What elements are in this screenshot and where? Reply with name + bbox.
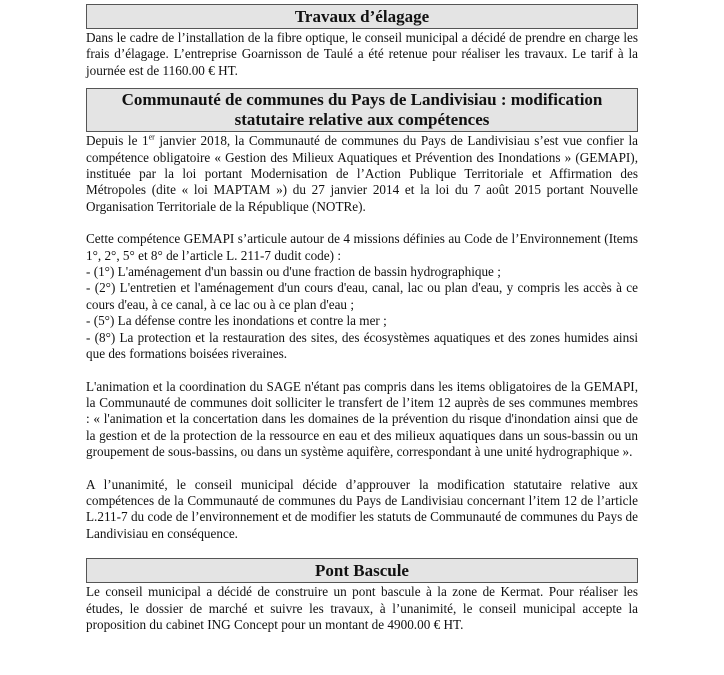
list-item: - (1°) L'aménagement d'un bassin ou d'une fraction de bassin hydrographique ; [86, 264, 501, 280]
section-title-pont-bascule [86, 558, 638, 583]
section-title-line1: Communauté de communes du Pays de Landivisiau : modification [121, 90, 603, 110]
section-title-line2: statutaire relative aux compétences [234, 110, 490, 130]
list-item: - (2°) L'entretien et l'aménagement d'un cours d'eau, canal, lac ou plan d'eau, y compris les accès à ce cours d'eau, à ce canal, à ce lac ou à ce plan d'eau ; [86, 280, 638, 312]
paragraph-elagage: Dans le cadre de l’installation de la fibre optique, le conseil municipal a décidé de prendre en charge les frais d’élagage. L’entreprise Goarnisson de Taulé a été retenue pour réaliser les travaux. Le tarif à la journée est de 1160.00 € HT. [86, 30, 638, 78]
p1-superscript: er [148, 132, 155, 142]
section-title-communaute [86, 88, 638, 132]
paragraph-sage: L'animation et la coordination du SAGE n'étant pas compris dans les items obligatoires de la GEMAPI, la Communauté de communes doit solliciter le transfert de l’item 12 auprès de ses communes membres : « l'animation et la concertation dans les domaines de la prévention du risque d'inondation ainsi que de la gestion et de la protection de la ressource en eau et des milieux aquatiques dans un sous-bassin ou un groupement de sous-bassins, ou dans un système aquifère, correspondant à une unité hydrographique ». [86, 378, 638, 460]
p1-rest: janvier 2018, la Communauté de communes du Pays de Landivisiau s’est vue confier la compétence obligatoire « Gestion des Milieux Aquatiques et Prévention des Inondations » (GEMAPI), instituée par la loi portant Modernisation de l’Action Publique Territoriale et Affirmation des Métropoles (dite « loi MAPTAM ») du 27 janvier 2014 et la loi du 7 août 2015 portant Nouvelle Organisation Territoriale de la République (NOTRe). [86, 133, 638, 214]
paragraph-missions-intro: Cette compétence GEMAPI s’articule autour de 4 missions définies au Code de l’Environnement (Items 1°, 2°, 5° et 8° de l’article L. 211-7 dudit code) : [86, 231, 638, 263]
paragraph-decision: A l’unanimité, le conseil municipal décide d’approuver la modification statutaire relative aux compétences de la Communauté de communes du Pays de Landivisiau concernant l’item 12 de l’article L.211-7 du code de l’environnement et de modifier les statuts de Communauté de communes du Pays de Landivisiau en conséquence. [86, 476, 638, 541]
list-item: - (8°) La protection et la restauration des sites, des écosystèmes aquatiques et des zones humides ainsi que des formations boisées riveraines. [86, 329, 638, 362]
paragraph-pont-bascule: Le conseil municipal a décidé de construire un pont bascule à la zone de Kermat. Pour réaliser les études, le dossier de marché et suivre les travaux, à l’unanimité, le conseil municipal accepte la proposition du cabinet ING Concept pour un montant de 4900.00 € HT. [86, 584, 638, 632]
section-title-text: Pont Bascule [315, 561, 409, 581]
p1-start: Depuis le 1 [86, 133, 149, 149]
section-title-elagage [86, 4, 638, 29]
document-page [86, 0, 638, 633]
section-title-text: Travaux d’élagage [294, 7, 430, 26]
list-item: - (5°) La défense contre les inondations et contre la mer ; [86, 313, 387, 329]
paragraph-gemapi-intro [86, 133, 638, 215]
